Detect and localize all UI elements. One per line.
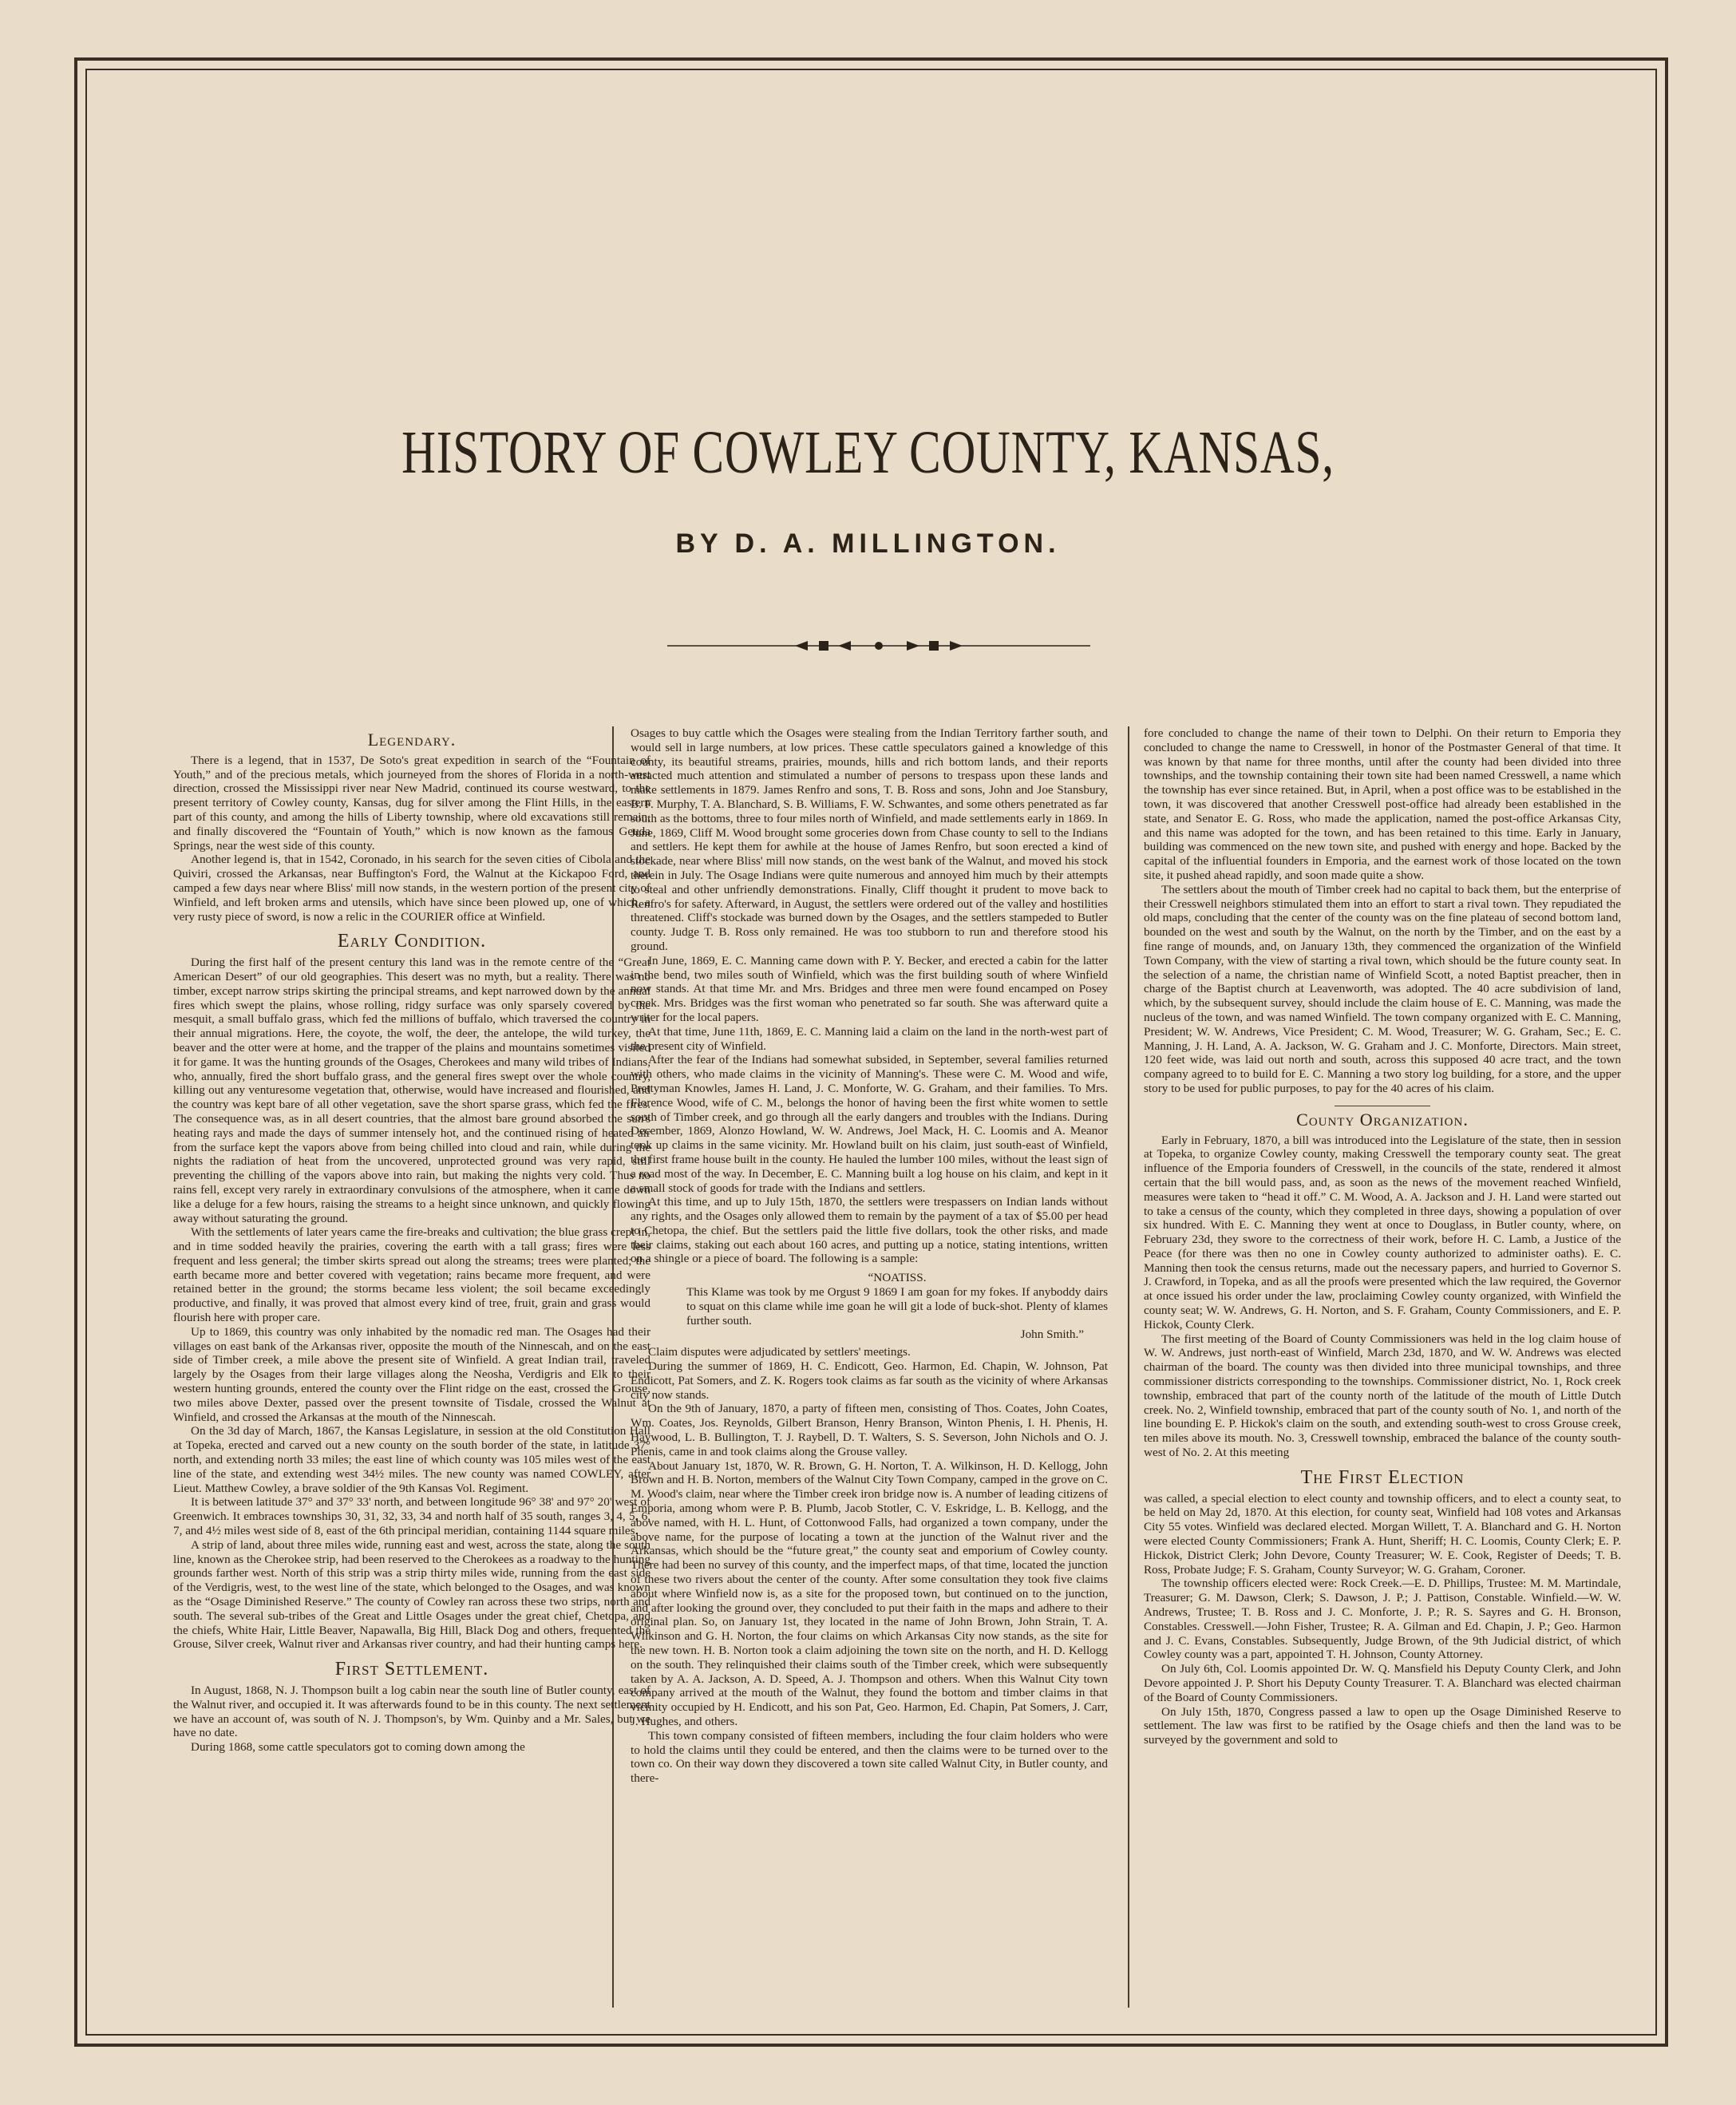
column-2 [631, 726, 1108, 2008]
claim-notice [686, 1271, 1108, 1342]
paragraph: There is a legend, that in 1537, De Soto's great expedition in search of the “Fountain of Youth,” and of the precious metals, which journeyed from the shores of Florida in a north-west direction, crossed the Mississippi river near New Madrid, continued its course westward, to the present territory of Cowley county, Kansas, dug for silver among the Flint Hills, in the eastern part of this county, and among the hills of Liberty township, where old excavations still remain, and finally discovered the “Fountain of Youth,” which is now known as the famous Geuda Springs, near the west side of this county. [173, 753, 651, 853]
section-heading-early-condition: Early Condition. [337, 931, 487, 952]
notice-body: This Klame was took by me Orgust 9 1869 I am goan for my fokes. If anyboddy dairs to squat on this clame while ime goan he will git a lode of buck-shot. Plenty of klames further south. [686, 1285, 1108, 1327]
paragraph: The township officers elected were: Rock Creek.—E. D. Phillips, Trustee: M. M. Martindale, Treasurer; G. M. Dawson, Clerk; S. Dawson, J. P.; J. Pattison, Constable. Winfield.—W. W. Andrews, Trustee; T. B. Ross and J. C. Monforte, J. P.; R. S. Sayres and G. H. Bronson, Constables. Cresswell.—John Fisher, Trustee; R. A. Gilman and Ed. Chapin, J. P.; Geo. Harmon and J. C. Evans, Constables. Subsequently, Judge Brown, of the 9th Judicial district, of which Cowley county was a part, appointed T. H. Johnson, County Attorney. [1144, 1577, 1621, 1662]
paragraph: During 1868, some cattle speculators got to coming down among the [191, 1740, 525, 1755]
column-3 [1144, 726, 1621, 2008]
paragraph: Up to 1869, this country was only inhabited by the nomadic red man. The Osages had their villages on east bank of the Arkansas river, opposite the mouth of the Ninnescah, and on the east side of Timber creek, a mile above the present site of Winfield. A great Indian trail, traveled largely by the Osages from their large villages along the Neosha, Verdigris and Elk to their western hunting grounds, entered the county over the Flint ridge on the east, crossed the Grouse, two miles above Dexter, passed over the present townsite of Tisdale, crossed the Walnut at Winfield, and crossed the Arkansas at the mouth of the Ninnescah. [173, 1324, 651, 1424]
paragraph: was called, a special election to elect county and township officers, and to elect a county seat, to be held on May 2d, 1870. At this election, for county seat, Winfield had 108 votes and Arkansas City 55 votes. Winfield was declared elected. Morgan Willett, T. A. Blanchard and G. H. Norton were elected County Commissioners; Frank A. Hunt, Sheriff; H. C. Loomis, County Clerk; E. P. Hickok, District Clerk; John Devore, County Treasurer; W. E. Cook, Register of Deeds; T. B. Ross, Probate Judge; F. S. Graham, County Surveyor; W. G. Graham, Coroner. [1144, 1491, 1621, 1577]
section-heading-county-organization: County Organization. [1296, 1109, 1469, 1130]
paragraph: With the settlements of later years came the fire-breaks and cultivation; the blue grass crept in, and in time sodded heavily the prairies, covering the earth with a tall grass; fires were less frequent and less general; the timber skirts spread out along the streams; trees were planted; the earth became more and better covered with vegetation; rains became more frequent, and were retained better in the ground; the storms became less violent; the soil became exceedingly productive, and finally, it was proved that almost every kind of tree, fruit, grain and grass would flourish here with proper care. [173, 1225, 651, 1325]
column-divider [1128, 726, 1129, 2008]
paragraph: This town company consisted of fifteen members, including the four claim holders who were to hold the claims until they could be entered, and then the claims were to be turned over to the town co. On their way down they discovered a town site called Walnut City, in Butler county, and there- [631, 1728, 1108, 1786]
paragraph: The settlers about the mouth of Timber creek had no capital to back them, but the enterprise of their Cresswell neighbors stimulated them into an effort to start a rival town. They repudiated the old maps, concluding that the center of the county was on the fine plateau of second bottom land, bounded on the west and south by the Walnut, on the north by the Timber, and on the east by a fine range of mounds, and, on January 13th, they commenced the organization of the Winfield Town Company, with the view of starting a rival town, which should be the future county seat. In the selection of a name, the christian name of Winfield Scott, a noted Baptist preacher, then in charge of the Baptist church at Leavenworth, was adopted. The 40 acre subdivision of land, which, by the subsequent survey, should include the claim house of E. C. Manning, was made the nucleus of the town, and was named Winfield. The town company organized with E. C. Manning, President; W. W. Andrews, Vice President; C. M. Wood, Treasurer; W. G. Graham, Sec.; E. C. Manning, J. H. Land, A. A. Jackson, W. G. Graham and J. C. Monforte, Directors. Main street, 120 feet wide, was laid out north and south, across this supposed 40 acre tract, and the town company agreed to to build for E. C. Manning a two story log building, for a store, and the upper story to be used for public purposes, to pay for the 40 acres of his claim. [1144, 882, 1621, 1095]
paragraph: A strip of land, about three miles wide, running east and west, across the state, along the south line, known as the Cherokee strip, had been reserved to the Cherokees as a roadway to the hunting grounds farther west. North of this strip was a strip thirty miles wide, running from the east side of the Verdigris, west, to the west line of the state, which belonged to the Osages, and was known as the “Osage Diminished Reserve.” The county of Cowley ran across these two strips, north and south. The several sub-tribes of the Great and Little Osages under the great chief, Chetopa, and the chiefs, White Hair, Little Beaver, Napawalla, Big Hill, Black Dog and others, frequented the Grouse, Silver creek, Walnut river and Arkansas river country, and had their hunting camps here. [173, 1537, 651, 1652]
paragraph: On July 6th, Col. Loomis appointed Dr. W. Q. Mansfield his Deputy County Clerk, and John Devore appointed J. P. Short his Deputy County Treasurer. T. A. Blanchard was elected chairman of the Board of County Commissioners. [1144, 1662, 1621, 1704]
paragraph: During the summer of 1869, H. C. Endicott, Geo. Harmon, Ed. Chapin, W. Johnson, Pat Endicott, Pat Somers, and Z. K. Rogers took claims as far south as the vicinity of where Arkansas city now stands. [631, 1359, 1108, 1402]
section-heading-first-settlement: First Settlement. [334, 1659, 489, 1680]
section-heading-legendary: Legendary. [367, 730, 457, 750]
paragraph: In August, 1868, N. J. Thompson built a log cabin near the south line of Butler county, east of the Walnut river, and occupied it. It was afterwards found to be in this county. The next settlement we have an account of, was south of N. J. Thompson's, by Wm. Quinby and a Mr. Sales, but we have no date. [173, 1684, 651, 1740]
paragraph: Claim disputes were adjudicated by settlers' meetings. [648, 1345, 911, 1359]
paragraph: During the first half of the present century this land was in the remote centre of the “Great American Desert” of our old geographies. This desert was no myth, but a reality. There was no timber, except narrow strips skirting the principal streams, and kept narrowed down by the annual fires which swept the plains, whose rolling, ridgy surface was only sparsely covered by the mesquit, a small buffalo grass, which fed the millions of buffalo, which traversed the country in their annual migrations. Here, the coyote, the wolf, the deer, the antelope, the wild turkey, the beaver and the otter were at home, and the trapper of the plains and mountains sometimes visited it for game. It was the hunting grounds of the Osages, Cherokees and many wild tribes of Indians, who, annually, fired the short buffalo grass, and the general fires swept over the whole country, killing out any venturesome vegetation that, otherwise, would have increased and flourished, and the country was kept bare of all other vegetation, save the short sparse grass, which fed the fires. The consequence was, as in all desert countries, that the almost bare ground absorbed the sun's heating rays and made the days of summer intensely hot, and the continued rising of heated air from the surface kept the vapors above from being chilled into cloud and rain, while during the nights the radiation of heat from the uncovered, unprotected ground was very rapid, still preventing the chilling of the vapors above into rain, but making the nights very cold. Thus no rains fell, except very rarely in extraordinary convulsions of the atmosphere, when it came down like a deluge for a few hours, raising the streams to a height since unknown, and quickly flowing away without saturating the ground. [173, 956, 651, 1225]
paragraph: The first meeting of the Board of County Commissioners was held in the log claim house of W. W. Andrews, just north-east of Winfield, March 23d, 1870, and W. W. Andrews was elected chairman of the board. The county was then divided into three municipal townships, and three commissioner districts corresponding to the townships. Commissioner district, No. 1, Rock creek township, embraced that part of the county north of the latitude of the mouth of Little Dutch creek. No. 2, Winfield township, embraced that part of the county south of No. 1, and north of the line bounding E. P. Hickok's claim on the south, and extending south-west to cross Grouse creek, ten miles above its mouth. No. 3, Cresswell township, embraced the balance of the county south-west of No. 2. At this meeting [1144, 1331, 1621, 1460]
paragraph: On July 15th, 1870, Congress passed a law to open up the Osage Diminished Reserve to settlement. The law was first to be ratified by the Osage chiefs and then the land was to be surveyed by the government and sold to [1144, 1704, 1621, 1747]
paragraph: At this time, and up to July 15th, 1870, the settlers were trespassers on Indian lands without any rights, and the Osages only allowed them to remain by the payment of a tax of $5.00 per head to Chetopa, the chief. But the settlers paid the little five dollars, took the other risks, and made their claims, staking out each about 160 acres, and putting up a notice, stating intentions, written on a shingle or a piece of board. The following is a sample: [631, 1195, 1108, 1266]
ornament-divider-icon [667, 635, 1090, 657]
paragraph: In June, 1869, E. C. Manning came down with P. Y. Becker, and erected a cabin for the latter in the bend, two miles south of Winfield, which was the first building south of where Winfield now stands. At that time Mr. and Mrs. Bridges and three men were found encamped on Posey creek. Mrs. Bridges was the first woman who penetrated so far south. She was afterward quite a writer for the local papers. [631, 953, 1108, 1024]
paragraph: fore concluded to change the name of their town to Delphi. On their return to Emporia they concluded to change the name to Cresswell, in honor of the Postmaster General of that time. It was known by that name for three months, until after the county had been divided into three townships, and the township containing their town site had been named Cresswell, a name which the township has ever since retained. But, in April, when a post office was to be established in the town, it was discovered that another Cresswell post-office had already been established in the state, and Senator E. G. Ross, who made the application, named the post-office Arkansas City, and this name was adopted for the town, and has been retained to this time. Early in January, building was commenced on the new town site, and pushed with energy and hope. Backed by the capital of the influential founders in Emporia, and the earnest work of those located on the town site, it pushed ahead rapidly, and soon made quite a show. [1144, 726, 1621, 882]
paragraph: Another legend is, that in 1542, Coronado, in his search for the seven cities of Cibola and the Quiviri, crossed the Arkansas, near Buffington's Ford, the Walnut at the Kickapoo Ford, and camped a few days near where Bliss' mill now stands, in the western portion of the present city of Winfield, and left broken arms and utensils, which have since been plowed up, one of which, a very rusty piece of sword, is now a relic in the COURIER office at Winfield. [173, 853, 651, 924]
column-1 [173, 726, 651, 2008]
paragraph: On the 9th of January, 1870, a party of fifteen men, consisting of Thos. Coates, John Coates, Wm. Coates, Jos. Reynolds, Gilbert Branson, Henry Branson, Winton Phenis, I. H. Phenis, H. Haywood, L. B. Bullington, T. J. Raybell, D. T. Walters, S. S. Severson, John Nichols and O. J. Phenis, came in and took claims along the Grouse valley. [631, 1402, 1108, 1458]
page-title: HISTORY OF COWLEY COUNTY, KANSAS, [401, 419, 1335, 486]
notice-title: “NOATISS. [868, 1271, 927, 1285]
paragraph: About January 1st, 1870, W. R. Brown, G. H. Norton, T. A. Wilkinson, H. D. Kellogg, John Brown and H. B. Norton, members of the Walnut City Town Company, camped in the grove on C. M. Wood's claim, near where the Timber creek iron bridge now is. A number of leading citizens of Emporia, among whom were P. B. Plumb, Jacob Stotler, C. V. Eskridge, L. B. Kellogg, and the above named, with H. L. Hunt, of Cottonwood Falls, had organized a town company, under the above name, for the purpose of locating a town at the junction of the Walnut river and the Arkansas, which should be the “future great,” the county seat and emporium of Cowley county. There had been no survey of this county, and the imperfect maps, of that time, located the junction of these two rivers about the center of the county. After some consultation they took five claims about where Winfield now is, as a site for the proposed town, but continued on to the junction, and after looking the ground over, they concluded to put their faith in the maps and adhere to their original plan. So, on January 1st, they located in the name of John Brown, John Strain, T. A. Wilkinson and G. H. Norton, the four claims on which Arkansas City now stands, as the site for the new town. H. B. Norton took a claim adjoining the town site on the north, and H. D. Kellogg on the south. They relinquished their claims south of the Timber creek, which were subsequently taken by A. A. Jackson, A. D. Speed, A. J. Thompson and others. When this Walnut City town company arrived at the mouth of the Walnut, they found the bottom and timber claims in that vicinity occupied by H. Endicott, and his son Pat, Geo. Harmon, Ed. Chapin, Pat Somers, J. Carr, J. Hughes, and others. [631, 1458, 1108, 1728]
section-heading-first-election: The First Election [1300, 1466, 1465, 1488]
paragraph: Early in February, 1870, a bill was introduced into the Legislature of the state, then in session at Topeka, to organize Cowley county, making Cresswell the temporary county seat. The great influence of the Emporia founders of Cresswell, in the councils of the state, rendered it almost certain that the bill would pass, and, as soon as the news of the movement reached Winfield, measures were taken to “head it off.” C. M. Wood, A. A. Jackson and J. H. Land were started out to take a census of the county, which they completed in three days, showing a population of over six hundred. With E. C. Manning they went at once to Douglass, in Butler county, where, on February 23d, they swore to the correctness of their work, before H. C. Lamb, a Justice of the Peace (for there was then no one in Cowley county authorized to administer oaths). E. C. Manning then took the census returns, made out the necessary papers, and hurried to Governor S. J. Crawford, in Topeka, and as all the proofs were presented which the law required, the Governor at once issued his order under the law, proclaiming Cowley county organized, with Winfield the county seat; W. W. Andrews, G. H. Norton, and S. F. Graham, County Commissioners, and E. P. Hickok, County Clerk. [1144, 1133, 1621, 1331]
paragraph: After the fear of the Indians had somewhat subsided, in September, several families returned with others, who made claims in the vicinity of Manning's. These were C. M. Wood and wife, Prettyman Knowles, James H. Land, J. C. Monforte, W. G. Graham, and their families. To Mrs. Florence Wood, wife of C. M., belongs the honor of having been the first white women to settle south of Timber creek, and go through all the early dangers and troubles with the Indians. During December, 1869, Alonzo Howland, W. W. Andrews, Joel Mack, H. C. Loomis and A. Meanor took up claims in the same vicinity. Mr. Howland built on his claim, just south-east of Winfield, the first frame house built in the county. He hauled the lumber 100 miles, without the least sign of a road most of the way. In December, E. C. Manning built a log house on his claim, and kept in it a small stock of goods for trade with the Indians and settlers. [631, 1053, 1108, 1195]
paragraph: It is between latitude 37° and 37° 33' north, and between longitude 96° 38' and 97° 20' west of Greenwich. It embraces townships 30, 31, 32, 33, 34 and north half of 35 south, ranges 3, 4, 5, 6, 7, and 4½ miles west side of 8, east of the 6th principal meridian, containing 1144 square miles. [173, 1495, 651, 1538]
notice-signature: John Smith.” [1020, 1327, 1084, 1342]
paragraph: Osages to buy cattle which the Osages were stealing from the Indian Territory farther south, and would sell in large numbers, at low prices. These cattle speculators gained a knowledge of this county, its beautiful streams, prairies, mounds, hills and rich bottom lands, and their reports attracted much attention and stimulated a number of persons to trespass upon these lands and make settlements in 1879. James Renfro and sons, T. B. Ross and sons, John and Joe Stansbury, B. F. Murphy, T. A. Blanchard, S. B. Williams, F. W. Schwantes, and some others penetrated as far south as the bottoms, three to four miles north of Winfield, and made settlements early in 1869. In June, 1869, Cliff M. Wood brought some groceries down from Chase county to sell to the Indians and settlers. He kept them for awhile at the house of James Renfro, but soon erected a kind of stockade, near where Bliss' mill now stands, on the west bank of the Walnut, and moved his stock therein in July. The Osage Indians were quite numerous and annoyed him much by their attempts to steal and other unfriendly demonstrations. Finally, Cliff thought it prudent to move back to Renfro's for safety. Afterward, in August, the settlers were ordered out of the valley and hostilities threatened. Cliff's stockade was burned down by the Osages, and the settlers stampeded to Butler county. Judge T. B. Ross only remained. He was too stubborn to run and therefore stood his ground. [631, 726, 1108, 953]
paragraph: At that time, June 11th, 1869, E. C. Manning laid a claim on the land in the north-west part of the present city of Winfield. [631, 1024, 1108, 1053]
paragraph: On the 3d day of March, 1867, the Kansas Legislature, in session at the old Constitution Hall at Topeka, erected and carved out a new county on the south border of the state, in latitude 37° north, and extending north 33 miles; the east line of which county was 105 miles west of the east line of the state, and extending west 34½ miles. The new county was named COWLEY, after Lieut. Matthew Cowley, a brave soldier of the 9th Kansas Vol. Regiment. [173, 1424, 651, 1495]
author-line: BY D. A. MILLINGTON. [675, 528, 1061, 559]
